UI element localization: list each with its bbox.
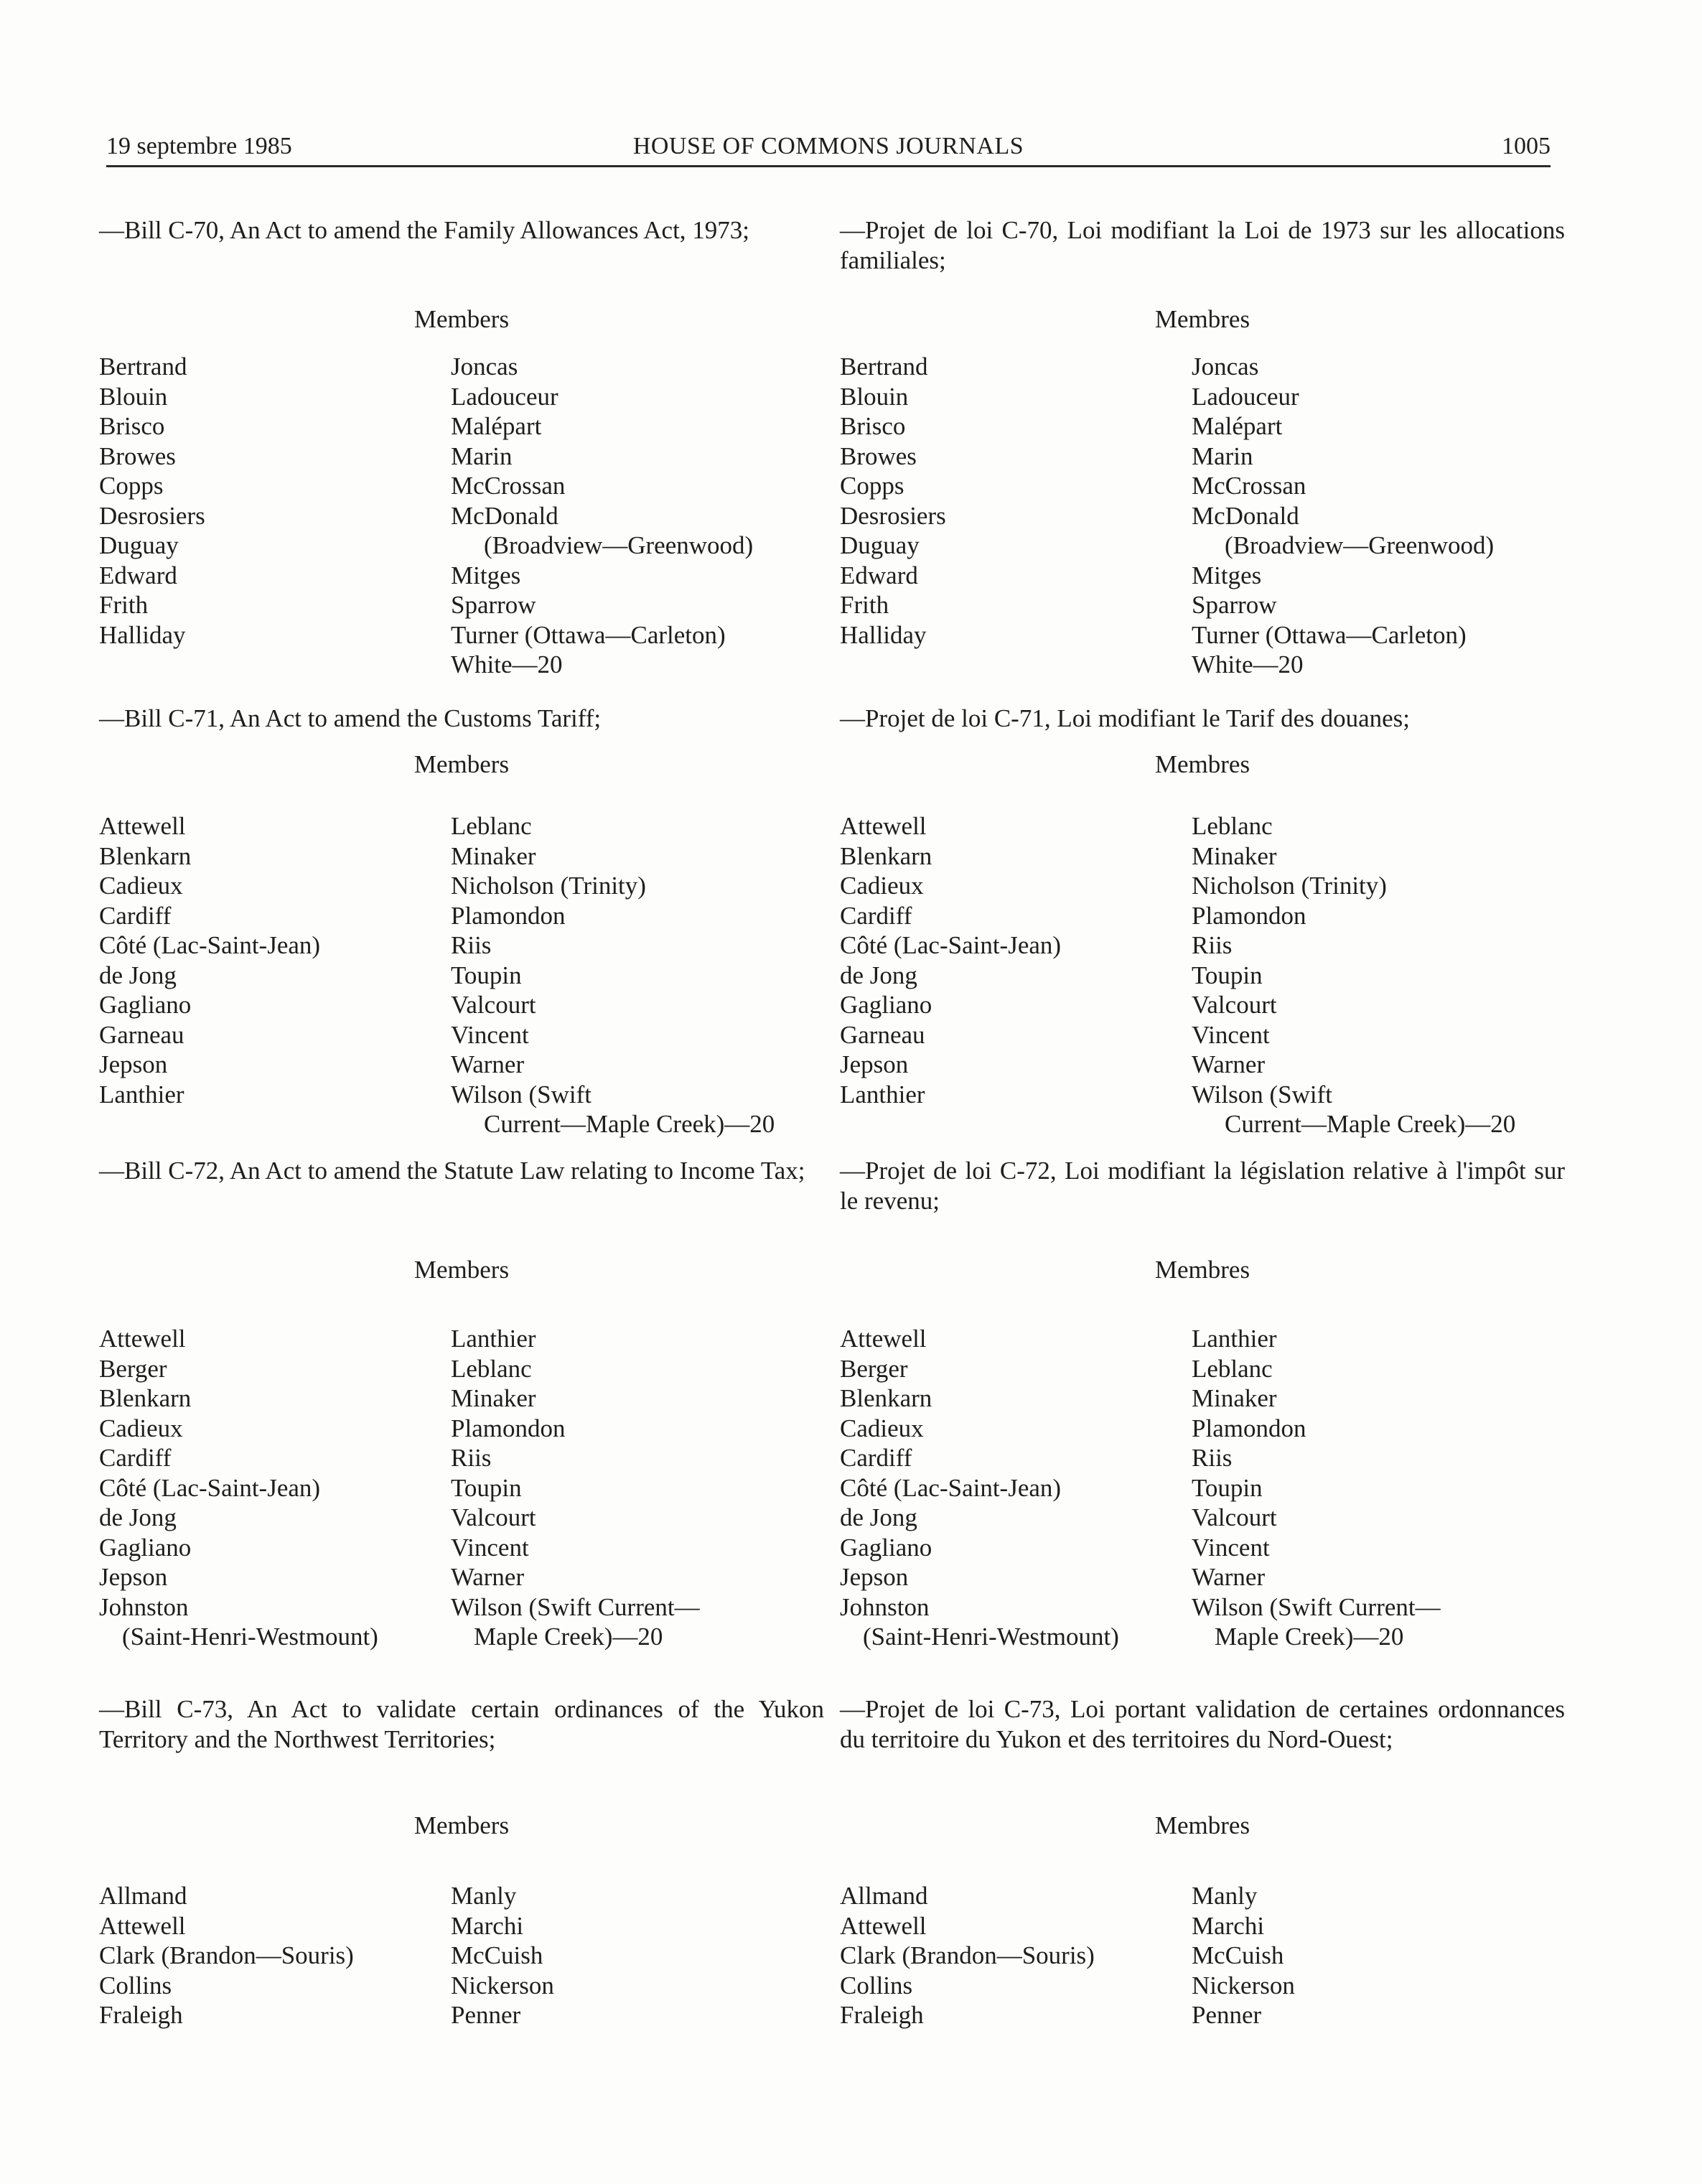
bill-description: —Projet de loi C-70, Loi modifiant la Loi de 1973 sur les allocations familiales; — [840, 216, 1565, 274]
member-name: Gagliano — [840, 1533, 932, 1562]
member-name: Desrosiers — [840, 501, 946, 530]
member-name: Blouin — [840, 382, 909, 411]
member-name: Collins — [840, 1971, 913, 1999]
members-heading: Membres — [1154, 305, 1250, 333]
member-name: Copps — [99, 472, 164, 500]
member-name: Duguay — [99, 531, 179, 559]
member-name: Toupin — [1192, 1473, 1263, 1502]
member-name: Riis — [1192, 931, 1233, 959]
member-name: White—20 — [1192, 650, 1304, 678]
member-list-column — [451, 1324, 824, 1652]
member-name: Gagliano — [99, 1533, 192, 1562]
member-name: Sparrow — [451, 591, 536, 619]
member-name: Attewell — [840, 1911, 927, 1940]
member-list-column — [840, 1324, 1184, 1652]
member-name: Riis — [451, 1444, 492, 1472]
members-heading: Membres — [1154, 750, 1250, 778]
member-name: Berger — [840, 1354, 908, 1383]
member-name: Turner (Ottawa—Carleton) — [451, 620, 726, 649]
member-name: Warner — [1192, 1050, 1266, 1078]
member-name: Jepson — [840, 1050, 909, 1078]
member-name: Clark (Brandon—Souris) — [840, 1941, 1095, 1969]
member-name: Blenkarn — [840, 841, 932, 870]
member-name: Manly — [451, 1882, 517, 1910]
member-name: Côté (Lac-Saint-Jean) — [99, 931, 321, 959]
bill-description: —Bill C-72, An Act to amend the Statute Law relating to Income Tax; — [99, 1157, 805, 1185]
member-name: (Broadview—Greenwood) — [484, 531, 754, 559]
member-name: Cadieux — [840, 872, 924, 900]
member-name: Valcourt — [1192, 991, 1277, 1019]
member-name: Browes — [840, 442, 917, 470]
member-name: Cardiff — [99, 1444, 172, 1472]
member-name: Duguay — [840, 531, 920, 559]
member-name: Valcourt — [451, 991, 536, 1019]
member-name: Turner (Ottawa—Carleton) — [1192, 620, 1467, 649]
member-name: Plamondon — [1192, 1414, 1306, 1442]
member-name: Edward — [99, 561, 177, 589]
member-name: Valcourt — [1192, 1503, 1277, 1531]
member-list-column — [840, 1881, 1184, 2030]
member-name: Maple Creek)—20 — [474, 1623, 663, 1651]
member-name: Plamondon — [451, 901, 566, 930]
member-name: Nickerson — [1192, 1971, 1295, 1999]
member-name: Warner — [451, 1563, 525, 1591]
member-list-column — [99, 352, 444, 650]
member-name: Attewell — [99, 1325, 186, 1353]
member-name: Current—Maple Creek)—20 — [1225, 1110, 1516, 1138]
member-name: Lanthier — [1192, 1325, 1277, 1353]
member-name: Jepson — [99, 1050, 168, 1078]
member-name: Lanthier — [99, 1080, 184, 1109]
member-name: Minaker — [1192, 841, 1277, 870]
member-name: Fraleigh — [840, 2001, 924, 2029]
member-name: McCuish — [451, 1941, 543, 1969]
member-name: Blouin — [99, 382, 168, 411]
member-name: Berger — [99, 1354, 167, 1383]
member-name: Plamondon — [1192, 901, 1306, 930]
member-name: Marchi — [451, 1911, 524, 1940]
member-name: Copps — [840, 472, 904, 500]
member-name: Cadieux — [99, 1414, 183, 1442]
member-name: Nicholson (Trinity) — [451, 872, 646, 900]
member-list-column — [1192, 352, 1565, 680]
member-name: Penner — [451, 2001, 521, 2029]
member-name: Joncas — [1192, 353, 1259, 381]
member-name: Minaker — [451, 1384, 536, 1412]
member-name: Marchi — [1192, 1911, 1265, 1940]
members-heading: Membres — [1154, 1256, 1250, 1284]
member-name: Malépart — [451, 412, 542, 440]
bill-description: —Bill C-73, An Act to validate certain ordinances of the Yukon Territory and the Northwest Territories; — [99, 1695, 824, 1753]
member-name: Allmand — [99, 1882, 187, 1910]
bill-description: —Bill C-71, An Act to amend the Customs Tariff; — [99, 704, 602, 732]
member-name: Leblanc — [451, 1354, 532, 1383]
member-name: (Saint-Henri-Westmount) — [863, 1623, 1119, 1651]
member-name: Bertrand — [840, 353, 928, 381]
member-name: McDonald — [1192, 501, 1299, 530]
member-name: de Jong — [99, 1503, 177, 1531]
member-name: Leblanc — [451, 812, 532, 840]
member-name: Marin — [1192, 442, 1253, 470]
member-name: Blenkarn — [99, 841, 192, 870]
member-name: Riis — [1192, 1444, 1233, 1472]
member-name: Côté (Lac-Saint-Jean) — [840, 1473, 1062, 1502]
bill-description: —Projet de loi C-73, Loi portant validation de certaines ordonnances du territoire du Yukon et des territoires du Nord-Ouest; — [840, 1695, 1565, 1753]
member-list-column — [99, 1881, 444, 2030]
member-name: Vincent — [1192, 1020, 1270, 1049]
member-name: Minaker — [1192, 1384, 1277, 1412]
header-title: HOUSE OF COMMONS JOURNALS — [632, 133, 1024, 159]
member-name: Cadieux — [99, 872, 183, 900]
member-name: Attewell — [99, 812, 186, 840]
member-name: Lanthier — [840, 1080, 925, 1109]
members-heading: Members — [413, 750, 510, 778]
member-name: Johnston — [840, 1592, 930, 1621]
bill-description: —Projet de loi C-71, Loi modifiant le Tarif des douanes; — [840, 704, 1410, 732]
member-name: Leblanc — [1192, 1354, 1273, 1383]
member-name: Minaker — [451, 841, 536, 870]
members-heading: Members — [413, 1256, 510, 1284]
member-name: Bertrand — [99, 353, 187, 381]
member-name: Browes — [99, 442, 176, 470]
member-list-column — [1192, 811, 1565, 1139]
member-name: Penner — [1192, 2001, 1262, 2029]
member-name: Warner — [451, 1050, 525, 1078]
member-name: Wilson (Swift — [451, 1080, 592, 1109]
member-name: Attewell — [99, 1911, 186, 1940]
page-header — [106, 128, 1551, 167]
member-name: Collins — [99, 1971, 172, 1999]
member-name: Blenkarn — [99, 1384, 192, 1412]
member-name: Attewell — [840, 1325, 927, 1353]
member-list-column — [840, 811, 1184, 1109]
header-date: 19 septembre 1985 — [106, 133, 292, 159]
member-name: Ladouceur — [1192, 382, 1299, 411]
member-name: Valcourt — [451, 1503, 536, 1531]
member-name: Nickerson — [451, 1971, 554, 1999]
member-name: Cadieux — [840, 1414, 924, 1442]
member-list-column — [840, 352, 1184, 650]
member-name: McCrossan — [451, 472, 566, 500]
member-name: Mitges — [451, 561, 521, 589]
member-list-column — [99, 1324, 444, 1652]
member-name: Vincent — [1192, 1533, 1270, 1562]
member-name: (Saint-Henri-Westmount) — [122, 1623, 378, 1651]
member-name: Gagliano — [840, 991, 932, 1019]
member-name: Maple Creek)—20 — [1215, 1623, 1404, 1651]
member-name: Toupin — [1192, 961, 1263, 989]
member-name: Riis — [451, 931, 492, 959]
member-name: Cardiff — [840, 1444, 912, 1472]
member-name: Brisco — [99, 412, 165, 440]
member-list-column — [1192, 1324, 1565, 1652]
member-name: de Jong — [99, 961, 177, 989]
member-name: Warner — [1192, 1563, 1266, 1591]
member-name: Cardiff — [840, 901, 912, 930]
member-name: Wilson (Swift Current— — [451, 1592, 700, 1621]
member-name: Edward — [840, 561, 918, 589]
members-heading: Members — [413, 1811, 510, 1839]
member-name: Plamondon — [451, 1414, 566, 1442]
member-name: (Broadview—Greenwood) — [1225, 531, 1495, 559]
member-name: Cardiff — [99, 901, 172, 930]
page-number: 1005 — [1502, 133, 1551, 159]
member-name: Fraleigh — [99, 2001, 183, 2029]
member-name: Wilson (Swift Current— — [1192, 1592, 1441, 1621]
member-list-column — [1192, 1881, 1565, 2030]
member-name: Sparrow — [1192, 591, 1277, 619]
member-name: Frith — [840, 591, 889, 619]
member-name: de Jong — [840, 961, 917, 989]
member-name: Garneau — [99, 1020, 184, 1049]
member-name: Manly — [1192, 1882, 1258, 1910]
member-name: Toupin — [451, 961, 522, 989]
member-list-column — [451, 1881, 824, 2030]
member-name: Jepson — [99, 1563, 168, 1591]
member-name: Nicholson (Trinity) — [1192, 872, 1387, 900]
member-name: Blenkarn — [840, 1384, 932, 1412]
member-name: Current—Maple Creek)—20 — [484, 1110, 775, 1138]
bill-description: —Projet de loi C-72, Loi modifiant la législation relative à l'impôt sur le revenu; — [840, 1157, 1565, 1215]
member-name: Leblanc — [1192, 812, 1273, 840]
member-name: Ladouceur — [451, 382, 558, 411]
member-name: Vincent — [451, 1533, 529, 1562]
member-name: Attewell — [840, 812, 927, 840]
member-name: Mitges — [1192, 561, 1262, 589]
member-name: Brisco — [840, 412, 906, 440]
member-name: Malépart — [1192, 412, 1283, 440]
member-name: White—20 — [451, 650, 563, 678]
members-heading: Membres — [1154, 1811, 1250, 1839]
member-name: McDonald — [451, 501, 558, 530]
bill-description: —Bill C-70, An Act to amend the Family Allowances Act, 1973; — [99, 216, 750, 244]
member-name: Halliday — [99, 620, 186, 649]
member-name: Vincent — [451, 1020, 529, 1049]
member-name: Toupin — [451, 1473, 522, 1502]
member-list-column — [451, 352, 824, 680]
member-name: Wilson (Swift — [1192, 1080, 1332, 1109]
member-name: Gagliano — [99, 991, 192, 1019]
member-name: Clark (Brandon—Souris) — [99, 1941, 354, 1969]
member-name: Marin — [451, 442, 513, 470]
member-name: de Jong — [840, 1503, 917, 1531]
member-name: Frith — [99, 591, 149, 619]
members-heading: Members — [413, 305, 510, 333]
member-name: Joncas — [451, 353, 518, 381]
member-name: Jepson — [840, 1563, 909, 1591]
member-name: Garneau — [840, 1020, 925, 1049]
member-name: Côté (Lac-Saint-Jean) — [99, 1473, 321, 1502]
member-name: Johnston — [99, 1592, 189, 1621]
member-name: McCrossan — [1192, 472, 1306, 500]
member-name: Halliday — [840, 620, 927, 649]
member-name: Allmand — [840, 1882, 928, 1910]
member-name: Desrosiers — [99, 501, 205, 530]
member-list-column — [99, 811, 444, 1109]
member-name: Côté (Lac-Saint-Jean) — [840, 931, 1062, 959]
member-list-column — [451, 811, 824, 1139]
member-name: Lanthier — [451, 1325, 536, 1353]
member-name: McCuish — [1192, 1941, 1284, 1969]
